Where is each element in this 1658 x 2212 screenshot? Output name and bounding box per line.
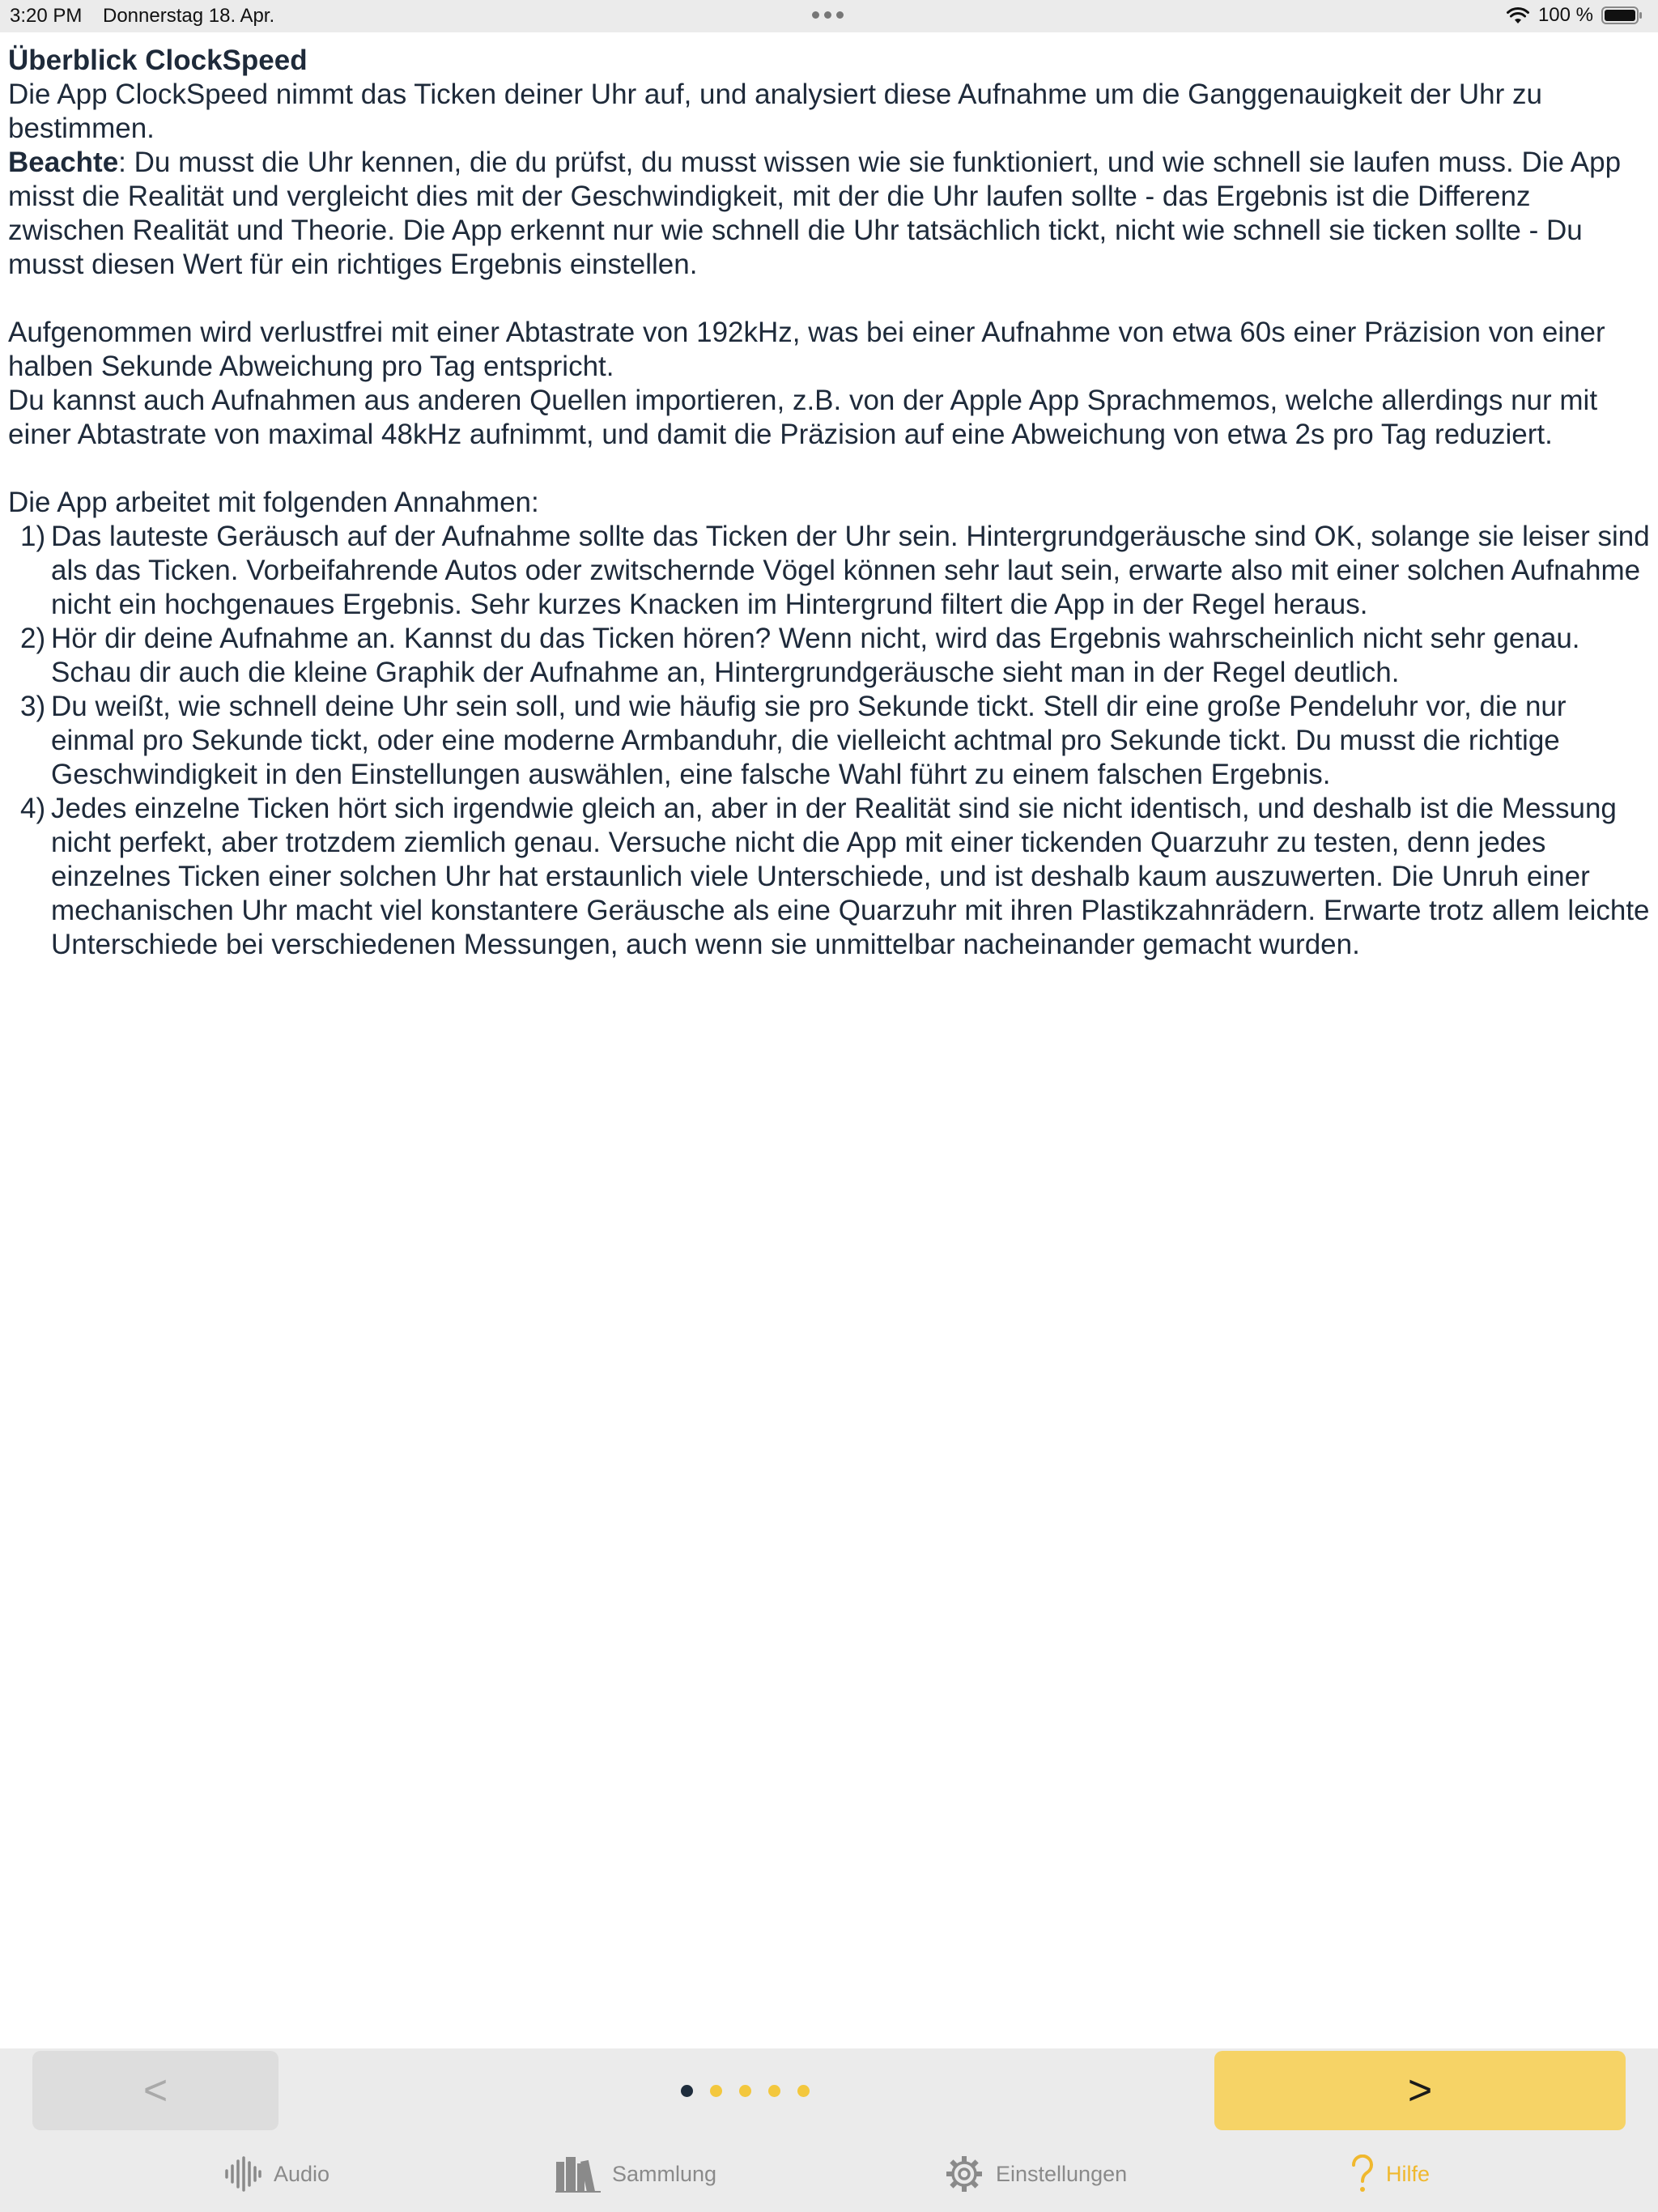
battery-percent: 100 % xyxy=(1537,4,1593,26)
previous-page-button[interactable]: < xyxy=(32,2051,278,2130)
page-title: Überblick ClockSpeed xyxy=(8,45,308,76)
waveform-icon xyxy=(223,2156,262,2192)
list-item: 3) Du weißt, wie schnell deine Uhr sein soll, und wie häufig sie pro Sekunde tickt. Stell dir eine große Pendeluhr vor, die nur einmal pro Sekunde tickt, oder eine moderne Armbanduhr, die vielleicht achtmal pro Sekunde tickt. Du musst die richtige Geschwindigkeit in den Einstellungen auswählen, eine falsche Wahl führt zu einem falschen Ergebnis. xyxy=(20,691,1567,790)
next-page-button[interactable]: > xyxy=(1214,2051,1626,2130)
recording-text: Aufgenommen wird verlustfrei mit einer Abtastrate von 192kHz, was bei einer Aufnahme von etwa 60s einer Präzision von einer halben Sekunde Abweichung pro Tag entspricht. xyxy=(8,317,1605,382)
list-item: 4) Jedes einzelne Ticken hört sich irgendwie gleich an, aber in der Realität sind sie nicht identisch, und deshalb ist die Messung nicht perfekt, aber trotzdem ziemlich genau. Versuche nicht die App mit einer tickenden Quarzuhr zu testen, denn jedes einzelnes Ticken einer solchen Uhr hat erstaunlich viele Unterschiede, und ist deshalb kaum auszuwerten. Die Unruh einer mechanischen Uhr macht viel konstantere Geräusche als eine Quarzuhr mit ihren Plastikzahnrädern. Erwarte trotz allem leichte Unterschiede bei verschiedenen Messungen, auch wenn sie unmittelbar nacheinander gemacht wurden. xyxy=(20,793,1650,960)
page-dot[interactable] xyxy=(681,2085,693,2097)
status-bar xyxy=(0,0,1658,32)
tab-sammlung-label: Sammlung xyxy=(612,2161,717,2186)
tab-einstellungen-label: Einstellungen xyxy=(996,2161,1128,2186)
page-indicator[interactable] xyxy=(681,2085,810,2097)
list-item: 2) Hör dir deine Aufnahme an. Kannst du das Ticken hören? Wenn nicht, wird das Ergebnis wahrscheinlich nicht sehr genau. Schau dir auch die kleine Graphik der Aufnahme an, Hintergrundgeräusche sieht man in der Regel deutlich. xyxy=(20,623,1580,688)
page-dot[interactable] xyxy=(739,2085,751,2097)
books-icon xyxy=(555,2155,601,2193)
wifi-icon xyxy=(1506,6,1530,25)
assumptions-list xyxy=(8,520,1652,962)
gear-icon xyxy=(944,2154,984,2194)
list-item: 1) Das lauteste Geräusch auf der Aufnahme sollte das Ticken der Uhr sein. Hintergrundgeräusche sind OK, solange sie leiser sind als das Ticken. Vorbeifahrende Autos oder zwitschernde Vögel können sehr laut sein, erwarte also mit einer solchen Aufnahme nicht ein hochgenaues Ergebnis. Sehr kurzes Knacken im Hintergrund filtert die App in der Regel heraus. xyxy=(20,521,1650,620)
intro-text: Die App ClockSpeed nimmt das Ticken deiner Uhr auf, und analysiert diese Aufnahme um die Ganggenauigkeit der Uhr zu bestimmen. xyxy=(8,79,1542,144)
page-dot[interactable] xyxy=(710,2085,722,2097)
multitasking-handle[interactable] xyxy=(812,11,844,19)
tab-audio-label: Audio xyxy=(274,2161,330,2186)
page-dot[interactable] xyxy=(797,2085,810,2097)
tab-einstellungen[interactable] xyxy=(944,2154,1127,2194)
note-text: : Du musst die Uhr kennen, die du prüfst, du musst wissen wie sie funktioniert, und wie schnell sie laufen muss. Die App misst die Realität und vergleicht dies mit der Geschwindigkeit, mit der die Uhr laufen sollte - das Ergebnis ist die Differenz zwischen Realität und Theorie. Die App erkennt nur wie schnell die Uhr tatsächlich tickt, nicht wie schnell sie ticken sollte - Du musst diesen Wert für ein richtiges Ergebnis einstellen. xyxy=(8,147,1622,280)
help-content xyxy=(8,44,1652,962)
question-icon xyxy=(1350,2155,1375,2193)
tab-hilfe-label: Hilfe xyxy=(1386,2161,1431,2186)
note-paragraph xyxy=(8,146,1652,282)
tab-hilfe[interactable] xyxy=(1350,2154,1430,2194)
status-right xyxy=(1506,4,1643,27)
status-time: 3:20 PM xyxy=(10,5,83,27)
tab-sammlung[interactable] xyxy=(555,2154,716,2194)
note-label: Beachte xyxy=(8,147,119,178)
tab-audio[interactable] xyxy=(223,2154,329,2194)
page-dot[interactable] xyxy=(768,2085,780,2097)
status-date: Donnerstag 18. Apr. xyxy=(103,5,275,27)
assumptions-intro: Die App arbeitet mit folgenden Annahmen: xyxy=(8,487,539,518)
battery-icon xyxy=(1601,6,1643,25)
import-text: Du kannst auch Aufnahmen aus anderen Quellen importieren, z.B. von der Apple App Sprachmemos, welche allerdings nur mit einer Abtastrate von maximal 48kHz aufnimmt, und damit die Präzision auf eine Abweichung von etwa 2s pro Tag reduziert. xyxy=(8,385,1598,450)
